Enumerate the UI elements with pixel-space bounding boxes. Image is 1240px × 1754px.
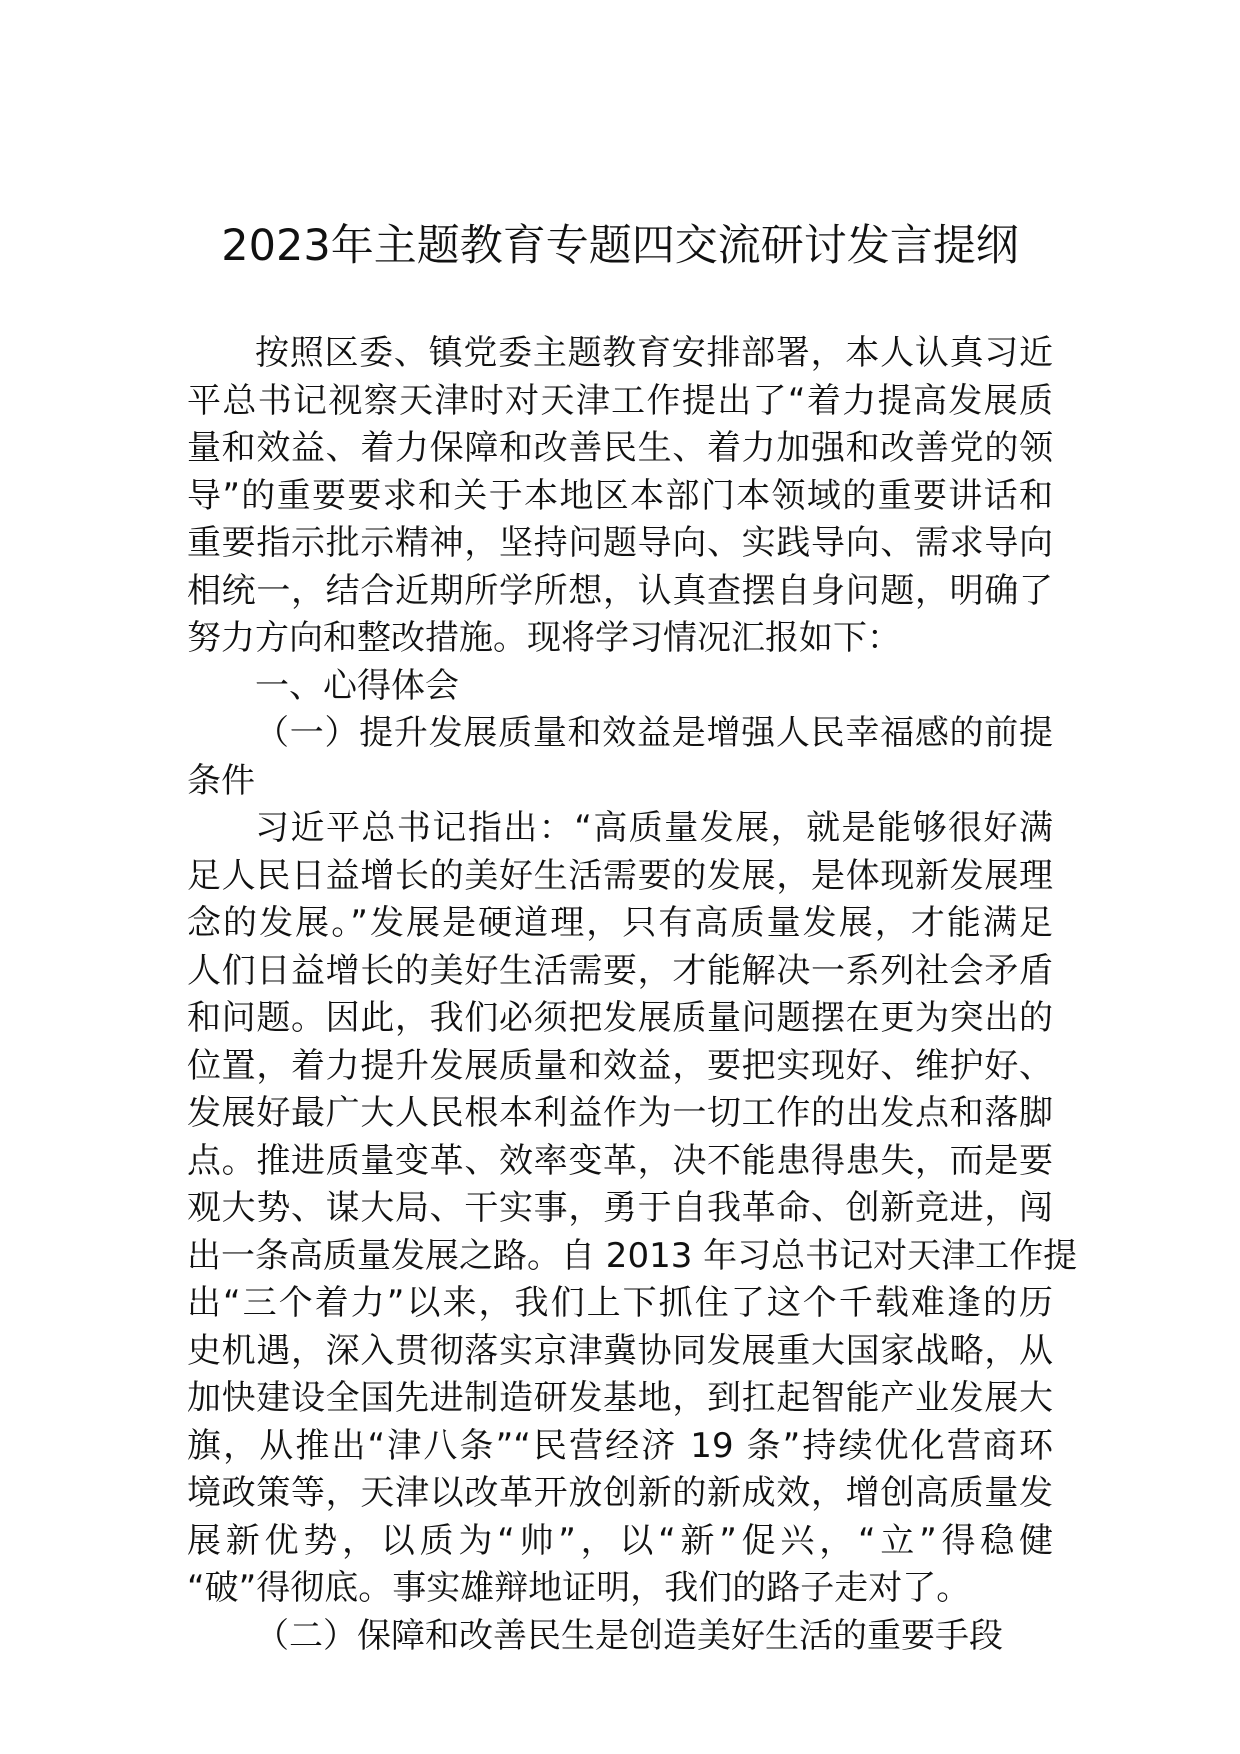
paragraph-line: 人们日益增长的美好生活需要，才能解决一系列社会矛盾 [187,950,1053,991]
paragraph-line: 念的发展。”发展是硬道理，只有高质量发展，才能满足 [187,903,1053,943]
paragraph-line: 展新优势，以质为“帅”，以“新”促兴，“立”得稳健 [187,1520,1053,1561]
paragraph-line: 重要指示批示精神，坚持问题导向、实践导向、需求导向 [187,523,1053,563]
document-body [187,330,1078,1660]
paragraph-line: 境政策等，天津以改革开放创新的新成效，增创高质量发 [187,1473,1053,1513]
paragraph-line: 点。推进质量变革、效率变革，决不能患得患失，而是要 [187,1140,1053,1181]
paragraph-line: 加快建设全国先进制造研发基地，到扛起智能产业发展大 [187,1378,1053,1418]
document-title: 2023年主题教育专题四交流研讨发言提纲 [221,221,1019,271]
paragraph-line: 出“三个着力”以来，我们上下抓住了这个千载难逢的历 [187,1283,1053,1323]
subsection-heading: 条件 [187,760,255,801]
paragraph-line: 史机遇，深入贯彻落实京津冀协同发展重大国家战略，从 [187,1330,1053,1371]
paragraph-line: 平总书记视察天津时对天津工作提出了“着力提高发展质 [187,380,1053,421]
paragraph-line: “破”得彻底。事实雄辩地证明，我们的路子走对了。 [187,1568,971,1608]
paragraph-line: 和问题。因此，我们必须把发展质量问题摆在更为突出的 [187,998,1053,1038]
paragraph-line: 努力方向和整改措施。现将学习情况汇报如下： [187,618,901,658]
paragraph-line: 观大势、谋大局、干实事，勇于自我革命、创新竞进，闯 [187,1188,1053,1228]
paragraph-line: 量和效益、着力保障和改善民生、着力加强和改善党的领 [187,428,1053,468]
paragraph-line: 出一条高质量发展之路。自 2013 年习总书记对天津工作提 [187,1235,1078,1276]
paragraph-line: 相统一，结合近期所学所想，认真查摆自身问题，明确了 [187,570,1053,611]
subsection-heading: （二）保障和改善民生是创造美好生活的重要手段 [255,1615,1003,1656]
paragraph-line: 足人民日益增长的美好生活需要的发展，是体现新发展理 [187,855,1053,896]
paragraph-line: 发展好最广大人民根本利益作为一切工作的出发点和落脚 [187,1093,1053,1133]
section-heading: 一、心得体会 [255,665,459,706]
paragraph-line: 导”的重要要求和关于本地区本部门本领域的重要讲话和 [187,475,1053,516]
paragraph-line: 按照区委、镇党委主题教育安排部署，本人认真习近 [255,333,1053,373]
paragraph-line: 位置，着力提升发展质量和效益，要把实现好、维护好、 [187,1045,1053,1086]
paragraph-line: 旗，从推出“津八条”“民营经济 19 条”持续优化营商环 [187,1425,1053,1466]
paragraph-line: 习近平总书记指出：“高质量发展，就是能够很好满 [255,808,1053,848]
subsection-heading: （一）提升发展质量和效益是增强人民幸福感的前提 [255,713,1053,753]
